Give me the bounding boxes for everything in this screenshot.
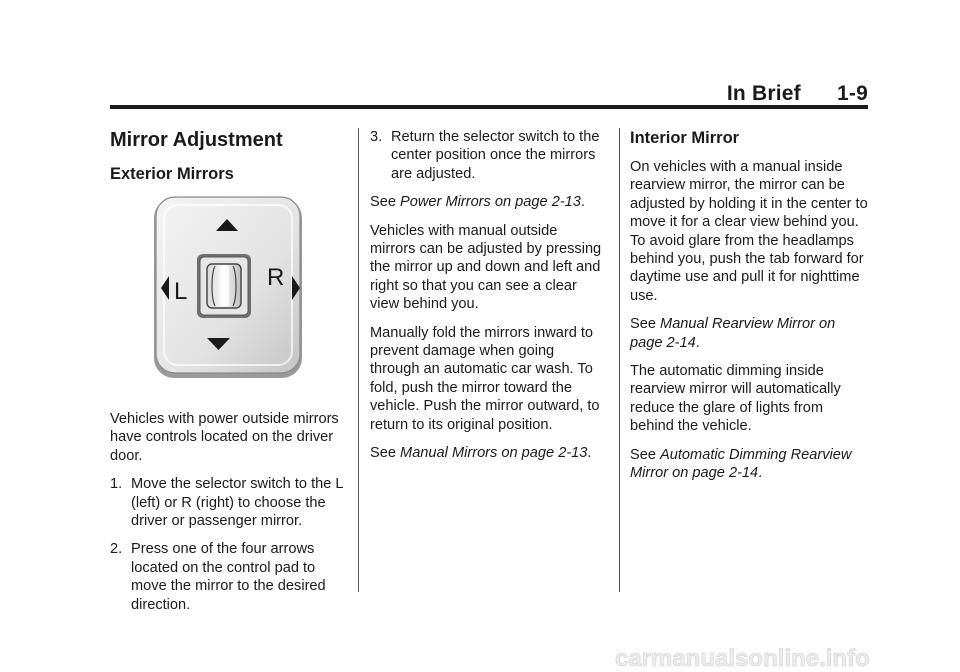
column-1 xyxy=(110,120,346,624)
see-reference: See Automatic Dimming Rearview Mirror on page 2-14. xyxy=(630,446,852,482)
subsection-title: Interior Mirror xyxy=(630,129,740,147)
see-reference: See Manual Mirrors on page 2-13. xyxy=(370,445,592,462)
column-divider xyxy=(358,128,359,592)
section-title: Mirror Adjustment xyxy=(110,129,283,151)
body-paragraph: The automatic dimming inside rearview mirror will automatically reduce the glare of lights from behind the vehicle. xyxy=(630,363,841,435)
watermark xyxy=(613,646,958,670)
column-divider xyxy=(619,128,620,592)
header-section: In Brief xyxy=(726,82,801,105)
column-3 xyxy=(630,120,868,493)
cross-reference-link[interactable]: Manual Rearview Mirror on page 2-14 xyxy=(630,316,836,351)
list-item xyxy=(110,475,346,530)
header-title xyxy=(727,82,868,106)
step-number: 2. xyxy=(110,541,123,558)
cross-reference-link[interactable]: Power Mirrors on page 2-13 xyxy=(400,194,581,211)
intro-paragraph: Vehicles with power outside mirrors have controls located on the driver door. xyxy=(110,411,339,464)
watermark-text: carmanualsonline.info xyxy=(615,646,870,670)
watermark-logo xyxy=(613,646,958,670)
see-reference: See Manual Rearview Mirror on page 2-14. xyxy=(630,316,836,351)
step-text: Return the selector switch to the center position once the mirrors are adjusted. xyxy=(391,129,600,182)
left-mirror-label: L xyxy=(174,278,188,305)
page-header xyxy=(110,82,868,106)
column-2 xyxy=(370,128,606,473)
list-item xyxy=(110,540,346,614)
step-number: 1. xyxy=(110,476,123,493)
cross-reference-link[interactable]: Automatic Dimming Rearview Mirror on page 2-14 xyxy=(630,446,852,482)
subsection-title: Exterior Mirrors xyxy=(110,165,234,183)
body-paragraph: On vehicles with a manual inside rearview mirror, the mirror can be adjusted by holding it in the center to move it for a clear view behind you. To avoid glare from the headlamps behind you, push the tab forward for daytime use and pull it for nighttime use. xyxy=(630,159,868,304)
step-number: 3. xyxy=(370,129,383,145)
mirror-control-figure xyxy=(110,194,346,390)
mirror-control-pad-illustration xyxy=(110,194,346,390)
list-item xyxy=(370,128,606,183)
body-paragraph: Vehicles with manual outside mirrors can be adjusted by pressing the mirror up and down and left and right so that you can see a clear view behind you. xyxy=(370,222,602,313)
body-paragraph: Manually fold the mirrors inward to prevent damage when going through an automatic car wash. To fold, push the mirror toward the vehicle. Push the mirror outward, to return to its original position. xyxy=(370,324,600,433)
see-reference: See Power Mirrors on page 2-13. xyxy=(370,194,585,211)
header-rule xyxy=(110,105,868,109)
cross-reference-link[interactable]: Manual Mirrors on page 2-13 xyxy=(400,445,588,462)
step-text: Move the selector switch to the L (left) or R (right) to choose the driver or passenger mirror. xyxy=(131,476,343,530)
right-mirror-label: R xyxy=(267,264,285,291)
step-text: Press one of the four arrows located on the control pad to move the mirror to the desired direction. xyxy=(131,541,326,613)
header-page-number: 1-9 xyxy=(837,82,868,105)
